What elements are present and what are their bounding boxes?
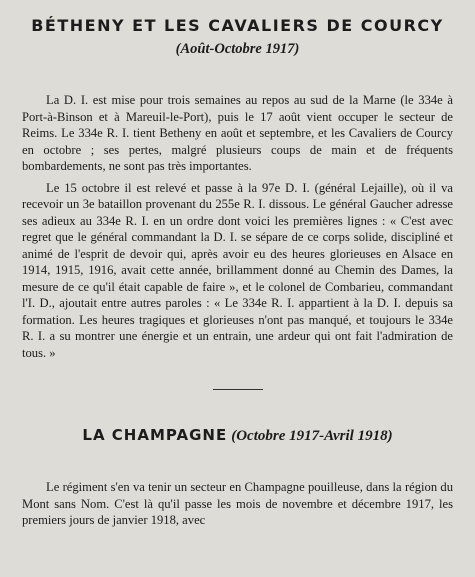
- section-subtitle: (Août-Octobre 1917): [175, 41, 300, 57]
- section-title: BÉTHENY ET LES CAVALIERS DE COURCY: [31, 16, 444, 35]
- paragraph: Le régiment s'en va tenir un secteur en Champagne pouilleuse, dans la région du Mont sans Nom. C'est là qu'il passe les mois de novembre et décembre 1917, les premiers jours de janvier 1918, avec: [22, 480, 453, 527]
- section-divider: [213, 389, 263, 390]
- paragraph: La D. I. est mise pour trois semaines au repos au sud de la Marne (le 334e à Port-à-Binson et à Mareuil-le-Port), puis le 17 août vient occuper le secteur de Reims. Le 334e R. I. tient Betheny en août et septembre, et les Cavaliers de Courcy en octobre ; ses pertes, malgré plusieurs coups de main et de fréquents bombardements, ne sont pas très importantes.: [22, 93, 453, 173]
- chapter-dates: (Octobre 1917-Avril 1918): [231, 428, 393, 444]
- paragraph: Le 15 octobre il est relevé et passe à la 97e D. I. (général Lejaille), où il va recevoir un 3e bataillon provenant du 255e R. I. dissous. Le général Gaucher adresse ses adieux au 334e R. I. en un ordre dont voici les premières lignes : « C'est avec regret que le général commandant la D. I. se sépare de ce corps solide, discipliné et animé de l'esprit de devoir qui, après avoir eu des heures glorieuses en Alsace en 1914, 1915, 1916, avait cette année, brillamment donné au Chemin des Dames, la mesure de ce qu'il était capable de faire », et le colonel de Combarieu, commandant l'I. D., ajoutait entre autres paroles : « Le 334e R. I. appartient à la D. I. depuis sa formation. Les heures tragiques et glorieuses n'ont pas manqué, et toujours le 334e R. I. a su montrer une énergie et un entrain, une ardeur qui ont fait l'admiration de tous. »: [22, 180, 453, 360]
- chapter-heading: [22, 426, 453, 445]
- chapter-title: LA CHAMPAGNE: [82, 426, 228, 444]
